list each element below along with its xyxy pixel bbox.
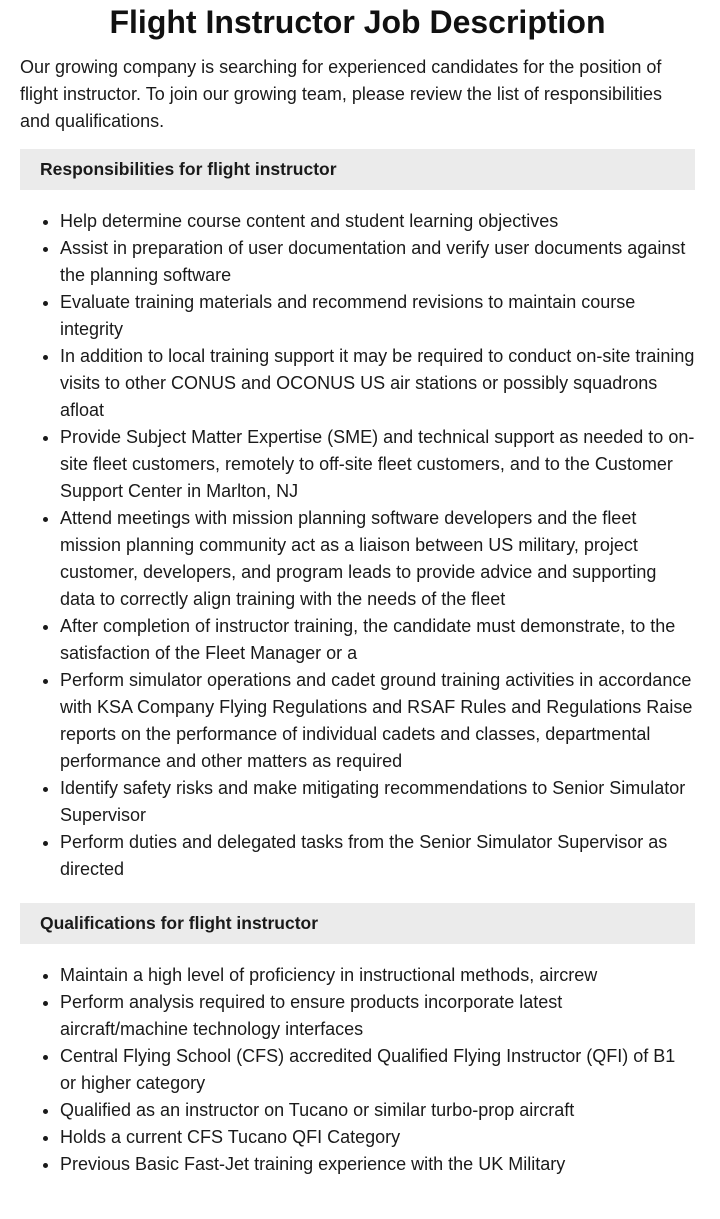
list-item: • Central Flying School (CFS) accredited Qualified Flying Instructor (QFI) of B1 or higher category: [60, 1043, 695, 1097]
page-title: Flight Instructor Job Description: [109, 4, 606, 40]
responsibilities-list: [20, 208, 695, 883]
list-item: • Perform analysis required to ensure products incorporate latest aircraft/machine technology interfaces: [60, 989, 695, 1043]
list-item: • Help determine course content and student learning objectives: [60, 208, 695, 235]
list-item: • In addition to local training support it may be required to conduct on-site training visits to other CONUS and OCONUS US air stations or possibly squadrons afloat: [60, 343, 695, 424]
list-item: • Attend meetings with mission planning software developers and the fleet mission planning community act as a liaison between US military, project customer, developers, and program leads to provide advice and supporting data to correctly align training with the needs of the fleet: [60, 505, 695, 613]
list-item: • After completion of instructor training, the candidate must demonstrate, to the satisfaction of the Fleet Manager or a: [60, 613, 695, 667]
list-item: • Previous Basic Fast-Jet training experience with the UK Military: [60, 1151, 695, 1178]
list-item: • Perform duties and delegated tasks from the Senior Simulator Supervisor as directed: [60, 829, 695, 883]
list-item: • Holds a current CFS Tucano QFI Category: [60, 1124, 695, 1151]
list-item: • Maintain a high level of proficiency in instructional methods, aircrew: [60, 962, 695, 989]
qualifications-list: [20, 962, 695, 1178]
list-item: • Assist in preparation of user documentation and verify user documents against the planning software: [60, 235, 695, 289]
responsibilities-heading: Responsibilities for flight instructor: [20, 149, 695, 190]
qualifications-heading: Qualifications for flight instructor: [20, 903, 695, 944]
list-item: • Provide Subject Matter Expertise (SME) and technical support as needed to on-site fleet customers, remotely to off-site fleet customers, and to the Customer Support Center in Marlton, NJ: [60, 424, 695, 505]
list-item: • Qualified as an instructor on Tucano or similar turbo-prop aircraft: [60, 1097, 695, 1124]
intro-paragraph: Our growing company is searching for experienced candidates for the position of flight instructor. To join our growing team, please review the list of responsibilities and qualifications.: [20, 57, 662, 131]
list-item: • Identify safety risks and make mitigating recommendations to Senior Simulator Supervisor: [60, 775, 695, 829]
list-item: • Perform simulator operations and cadet ground training activities in accordance with KSA Company Flying Regulations and RSAF Rules and Regulations Raise reports on the performance of individual cadets and classes, departmental performance and other matters as required: [60, 667, 695, 775]
list-item: • Evaluate training materials and recommend revisions to maintain course integrity: [60, 289, 695, 343]
